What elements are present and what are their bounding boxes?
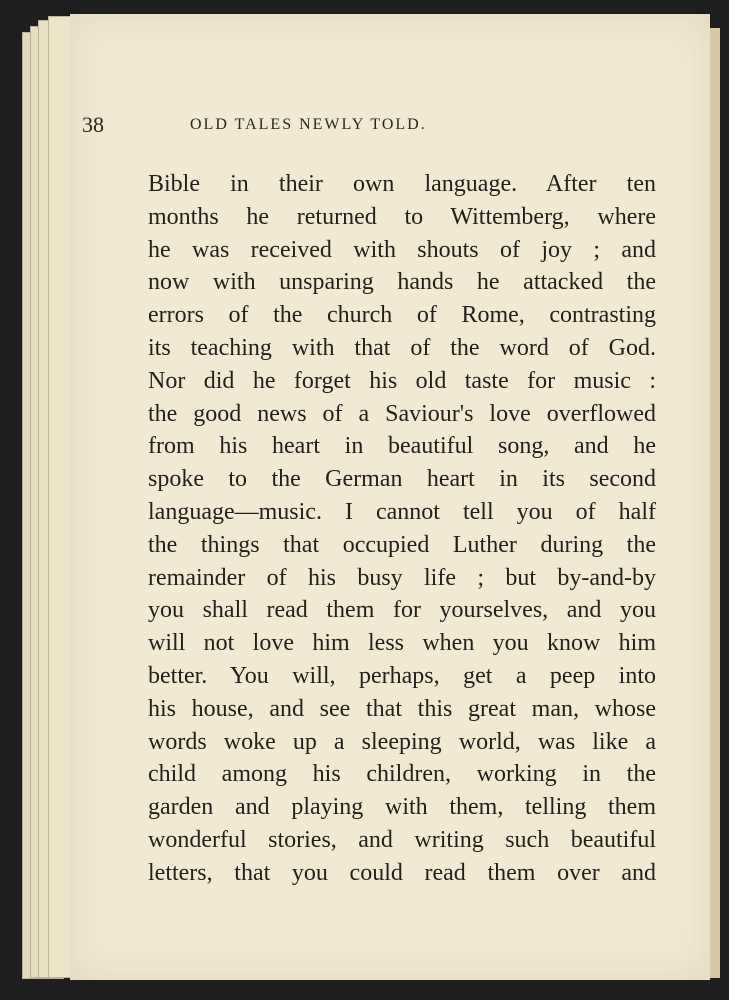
- text-line: months he returned to Wittemberg, where: [148, 203, 656, 230]
- text-line: his house, and see that this great man, whose: [148, 695, 656, 722]
- text-line: letters, that you could read them over and: [148, 859, 656, 886]
- text-line: now with unsparing hands he attacked the: [148, 269, 656, 296]
- text-line: from his heart in beautiful song, and he: [148, 433, 656, 460]
- text-line: he was received with shouts of joy ; and: [148, 236, 656, 263]
- text-line: words woke up a sleeping world, was like a: [148, 728, 656, 755]
- text-line: garden and playing with them, telling them: [148, 794, 656, 821]
- text-line: wonderful stories, and writing such beautiful: [148, 826, 656, 853]
- text-line: remainder of his busy life ; but by-and-by: [148, 564, 656, 591]
- text-line: the things that occupied Luther during the: [148, 531, 656, 558]
- text-line: Bible in their own language. After ten: [148, 171, 656, 197]
- text-line: better. You will, perhaps, get a peep into: [148, 662, 656, 689]
- text-line: the good news of a Saviour's love overflowed: [148, 400, 656, 427]
- text-line: will not love him less when you know him: [148, 630, 656, 657]
- body-text: [148, 168, 656, 890]
- text-line: child among his children, working in the: [148, 761, 656, 788]
- page-number: 38: [82, 112, 104, 137]
- text-line: you shall read them for yourselves, and you: [148, 597, 656, 624]
- text-line: spoke to the German heart in its second: [148, 466, 656, 493]
- text-line: Nor did he forget his old taste for music :: [148, 367, 656, 394]
- text-line: language—music. I cannot tell you of half: [148, 498, 656, 525]
- text-line: errors of the church of Rome, contrasting: [148, 302, 656, 329]
- page-header: [82, 112, 642, 142]
- running-title: OLD TALES NEWLY TOLD.: [190, 116, 427, 133]
- text-line: its teaching with that of the word of God.: [148, 334, 656, 361]
